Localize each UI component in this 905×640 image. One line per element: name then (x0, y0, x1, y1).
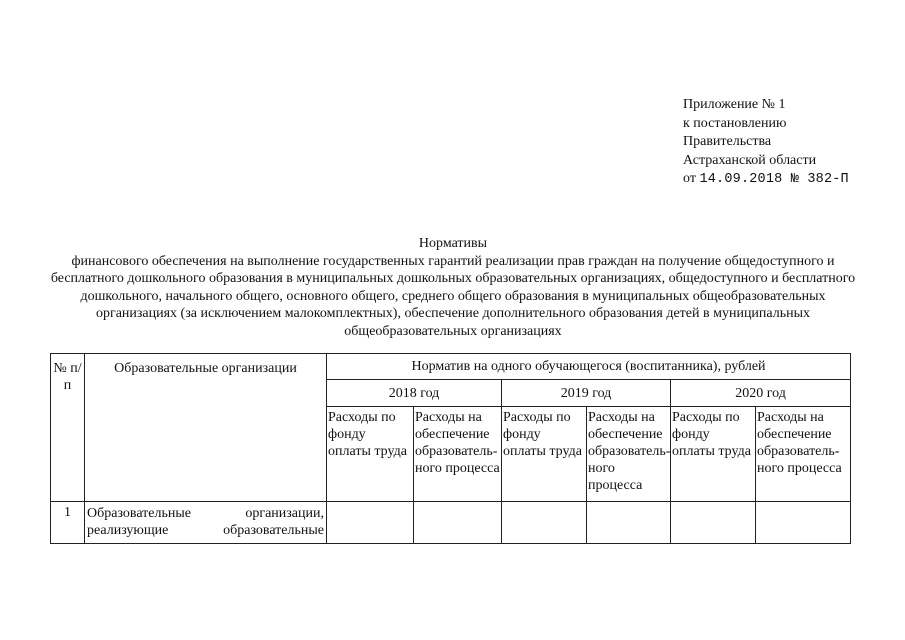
header-process: Расходы на обеспечение образователь-ного процесса (756, 407, 851, 502)
table-row (51, 502, 851, 544)
header-payroll: Расходы по фонду оплаты труда (502, 407, 587, 502)
table-cell (587, 502, 671, 544)
appendix-block (683, 96, 883, 190)
title-heading: Нормативы (418, 236, 488, 251)
appendix-line: Правительства (683, 134, 772, 150)
appendix-line: к постановлению (683, 115, 787, 131)
row-organization-line: реализующие образовательные (87, 523, 324, 538)
header-process: Расходы на обеспечение образователь-ного процесса (587, 407, 671, 502)
table-cell (756, 502, 851, 544)
row-organization-line: Образовательные организации, (87, 506, 324, 521)
table-cell (414, 502, 502, 544)
header-process: Расходы на обеспечение образователь-ного процесса (414, 407, 502, 502)
document-title (40, 235, 866, 341)
norms-table (50, 353, 851, 544)
table-cell (671, 502, 756, 544)
appendix-date-prefix: от (683, 171, 696, 187)
row-organization (85, 502, 327, 544)
appendix-line: Астраханской области (683, 152, 817, 168)
appendix-date-line (683, 170, 883, 190)
header-organizations: Образовательные организации (85, 354, 327, 502)
row-number: 1 (51, 502, 85, 544)
appendix-line: Приложение № 1 (683, 97, 786, 112)
header-payroll: Расходы по фонду оплаты труда (327, 407, 414, 502)
resolution-reference: 14.09.2018 № 382-П (699, 172, 849, 188)
header-year: 2019 год (502, 380, 671, 407)
header-norm: Норматив на одного обучающегося (воспитанника), рублей (327, 354, 851, 380)
header-payroll: Расходы по фонду оплаты труда (671, 407, 756, 502)
header-year: 2018 год (327, 380, 502, 407)
header-number: № п/п (51, 354, 85, 502)
header-year: 2020 год (671, 380, 851, 407)
table-cell (502, 502, 587, 544)
table-cell (327, 502, 414, 544)
title-description: финансового обеспечения на выполнение государственных гарантий реализации прав граждан на получение общедоступного и бесплатного дошкольного образования в муниципальных дошкольных образовательных организациях, общедоступного и бесплатного дошкольного, начального общего, основного общего, среднего общего образования в муниципальных общеобразовательных организациях (за исключением малокомплектных), обеспечение дополнительного образования детей в муниципальных общеобразовательных организациях (50, 253, 856, 339)
